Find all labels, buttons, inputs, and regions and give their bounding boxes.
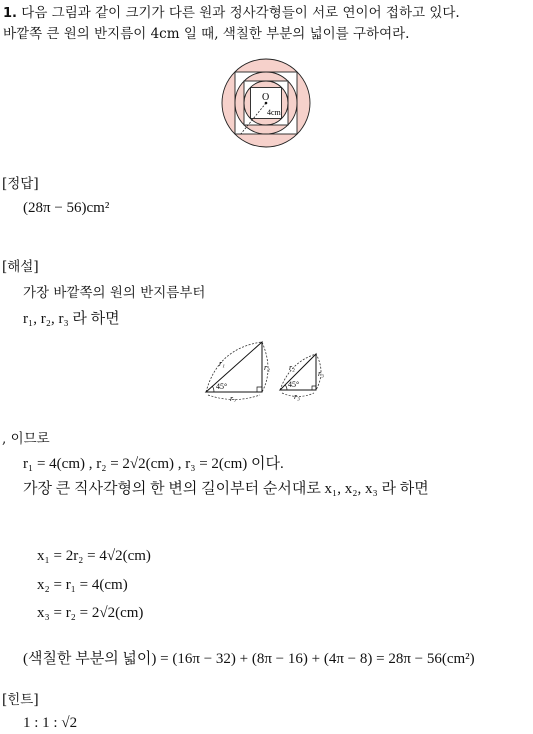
answer-heading: [정답]: [2, 176, 39, 192]
triangle-left-side: r₂: [264, 363, 270, 372]
triangle-right-bottom: r₃: [294, 392, 300, 401]
triangle-right: [280, 354, 324, 401]
triangle-right-angle: 45°: [288, 380, 300, 389]
nested-shapes-figure: [218, 55, 314, 151]
triangle-left: [206, 342, 270, 402]
equation-3: x₃ = r₂ = 2√2(cm): [37, 605, 144, 621]
question-line-1: [3, 7, 460, 21]
triangle-left-bottom: r₂: [230, 394, 236, 402]
center-label: O: [262, 92, 270, 103]
solution-line-5: 가장 큰 직사각형의 한 변의 길이부터 순서대로 x₁, x₂, x₃ 라 하면: [23, 481, 429, 497]
triangle-right-hyp: r₂: [289, 363, 295, 372]
triangle-left-angle: 45°: [216, 382, 228, 391]
triangle-left-hyp: r₁: [219, 359, 225, 368]
solution-line-4: r₁ = 4(cm) , r₂ = 2√2(cm) , r₃ = 2(cm) 이다.: [23, 456, 284, 472]
question-text-1: 다음 그림과 같이 크기가 다른 원과 정사각형들이 서로 연이어 접하고 있다.: [21, 5, 460, 21]
solution-line-2: r₁, r₂, r₃ 라 하면: [23, 311, 120, 327]
solution-line-3: , 이므로: [2, 431, 50, 447]
answer-value: [23, 201, 109, 216]
equation-2: x₂ = r₁ = 4(cm): [37, 577, 128, 593]
question-number: 1.: [3, 6, 17, 21]
triangles-figure: [200, 340, 330, 402]
triangle-right-side: r₃: [318, 369, 324, 378]
hint-value: 1 : 1 : √2: [23, 715, 78, 731]
hint-heading: [힌트]: [2, 692, 39, 708]
solution-line-1: 가장 바깥쪽의 원의 반지름부터: [23, 285, 206, 301]
radius-label: 4cm: [267, 108, 281, 117]
question-line-2: 바깥쪽 큰 원의 반지름이 4cm 일 때, 색칠한 부분의 넓이를 구하여라.: [3, 26, 410, 42]
equation-1: x₁ = 2r₂ = 4√2(cm): [37, 548, 151, 564]
answer-text: (28π − 56)cm²: [23, 200, 110, 216]
solution-heading: [해설]: [2, 259, 39, 275]
final-equation: (색칠한 부분의 넓이) = (16π − 32) + (8π − 16) + (4π − 8) = 28π − 56(cm²): [23, 651, 475, 667]
